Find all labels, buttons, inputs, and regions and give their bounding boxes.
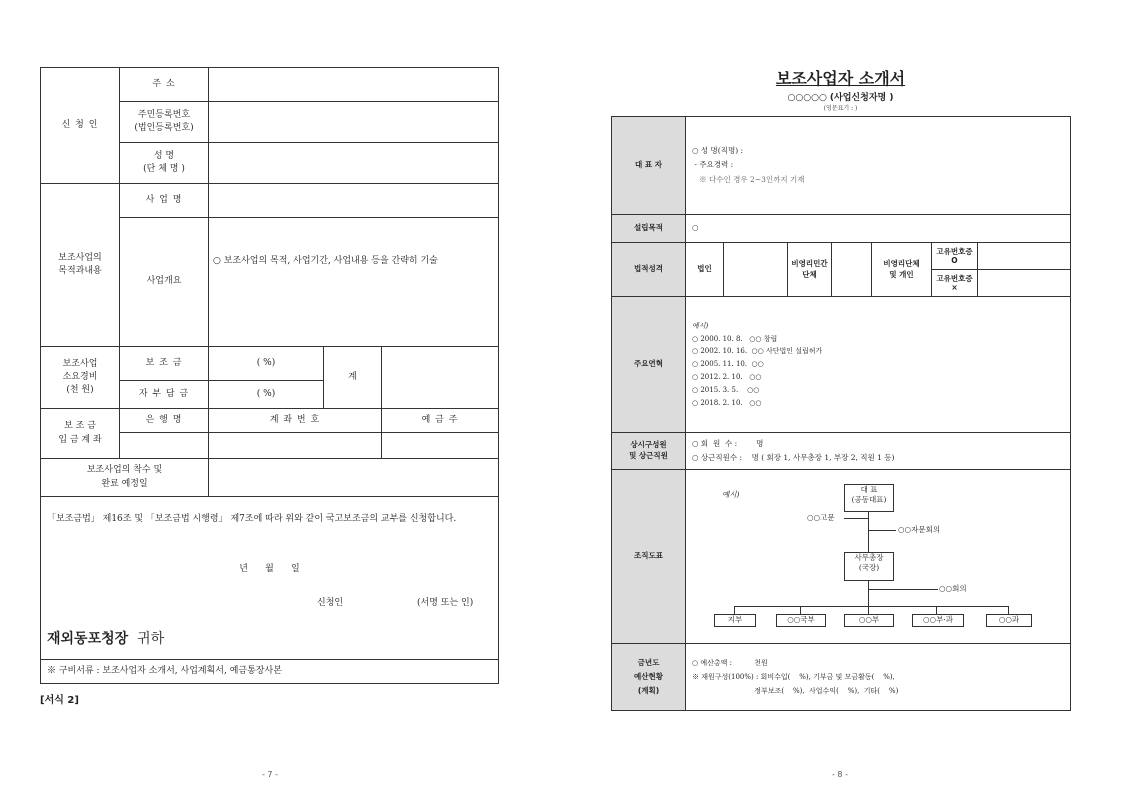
- history-item: ○ 2018. 2. 10. ○○: [692, 399, 762, 408]
- org-chart-area: [686, 469, 1071, 643]
- signature-note: (서명 또는 인): [417, 598, 474, 608]
- project-name-label: 사 업 명: [120, 184, 209, 218]
- project-summary-field[interactable]: ○ 보조사업의 목적, 사업기간, 사업내용 등을 간략히 기술: [209, 218, 499, 347]
- registration-number-label: 주민등록번호 (법인등록번호): [120, 102, 209, 143]
- org-connector: [1008, 606, 1009, 614]
- purpose-section-label: 보조사업의 목적과내용: [41, 184, 120, 347]
- org-connector: [936, 606, 937, 614]
- page-number-right: - 8 -: [832, 770, 848, 779]
- corporation-check[interactable]: [724, 243, 788, 297]
- history-item: ○ 2015. 3. 5. ○○: [692, 386, 760, 395]
- org-connector: [868, 511, 869, 552]
- unique-number-yes-check[interactable]: [978, 243, 1071, 270]
- org-connector: [800, 606, 801, 614]
- history-item: ○ 2012. 2. 10. ○○: [692, 373, 762, 382]
- subsidy-label: 보 조 금: [120, 347, 209, 381]
- unique-number-no-label: 고유번호증 ×: [932, 270, 978, 297]
- org-representative: 대 표 (공동대표): [844, 484, 894, 512]
- budget-field[interactable]: ○ 예산총액 : 천원 ※ 재원구성(100%) : 회비수입( %), 기부금 및 모금활동( %), 정부보조( %), 사업수익( %), 기타( %): [686, 643, 1071, 710]
- account-number-field[interactable]: [209, 433, 382, 459]
- org-connector: [734, 606, 735, 614]
- project-dates-label: 보조사업의 착수 및 완료 예정일: [41, 459, 209, 497]
- unique-number-no-check[interactable]: [978, 270, 1071, 297]
- self-funding-field[interactable]: ( %): [209, 381, 324, 409]
- account-number-label: 계 좌 번 호: [209, 409, 382, 433]
- self-funding-label: 자 부 담 금: [120, 381, 209, 409]
- representative-field[interactable]: ○ 성 명(직명) : - 주요경력 : ※ 다수인 경우 2~3인까지 기재: [686, 117, 1071, 215]
- org-connector: [868, 530, 896, 531]
- unique-number-yes-label: 고유번호증 O: [932, 243, 978, 270]
- address-label: 주 소: [120, 68, 209, 102]
- declaration-block: [41, 497, 499, 660]
- org-secretary-general: 사무총장 (국장): [844, 552, 894, 581]
- corporation-label: 법인: [686, 243, 724, 297]
- bank-name-label: 은 행 명: [120, 409, 209, 433]
- account-holder-field[interactable]: [382, 433, 499, 459]
- total-label: 계: [324, 347, 382, 409]
- org-unit: ○○국부: [776, 614, 826, 627]
- address-field[interactable]: [209, 68, 499, 102]
- org-example-label: 예시): [722, 489, 740, 499]
- subsidy-application-form: [40, 67, 499, 684]
- establishment-purpose-label: 설립목적: [612, 215, 686, 243]
- page-subtitle: ○○○○○ (사업신청자명 ): [787, 93, 894, 103]
- org-unit: ○○부·과: [912, 614, 964, 627]
- registration-number-field[interactable]: [209, 102, 499, 143]
- applicant-label: 신 청 인: [41, 68, 120, 184]
- total-field[interactable]: [382, 347, 499, 409]
- applicant-signature-label: 신청인: [317, 598, 344, 608]
- staff-field[interactable]: ○ 회 원 수 : 명 ○ 상근직원수 : 명 ( 회장 1, 사무총장 1, 부장 2, 직원 1 등): [686, 433, 1071, 469]
- staff-label: 상시구성원 및 상근직원: [612, 433, 686, 469]
- attachments-note: ※ 구비서류 : 보조사업자 소개서, 사업계획서, 예금통장사본: [41, 660, 499, 684]
- establishment-purpose-field[interactable]: ○: [686, 215, 1071, 243]
- representative-label: 대 표 자: [612, 117, 686, 215]
- org-chart-label: 조직도표: [612, 469, 686, 643]
- name-field[interactable]: [209, 143, 499, 184]
- history-item: ○ 2000. 10. 8. ○○ 창립: [692, 334, 778, 343]
- project-summary-label: 사업개요: [120, 218, 209, 347]
- history-item: ○ 2002. 10. 16. ○○ 사단법인 설립허가: [692, 347, 823, 356]
- org-connector: [844, 518, 868, 519]
- org-connector: [734, 606, 1008, 607]
- history-item: ○ 2005. 11. 10. ○○: [692, 360, 764, 369]
- org-connector: [868, 589, 938, 590]
- project-dates-field[interactable]: [209, 459, 499, 497]
- declaration-text: 「보조금법」 제16조 및 「보조금법 시행령」 제7조에 따라 위와 같이 국고보조금의 교부를 신청합니다.: [47, 514, 457, 524]
- org-connector: [868, 580, 869, 606]
- legal-status-label: 법적성격: [612, 243, 686, 297]
- org-unit: ○○과: [986, 614, 1032, 627]
- form-number: [서식 2]: [40, 695, 79, 706]
- english-name-note: (영문표기 : ): [823, 105, 858, 112]
- npo-individual-label: 비영리단체 및 개인: [872, 243, 932, 297]
- recipient: 재외동포청장 귀하: [47, 631, 165, 647]
- name-label: 성 명 (단 체 명 ): [120, 143, 209, 184]
- subsidy-amount-field[interactable]: ( %): [209, 347, 324, 381]
- history-field[interactable]: 예시) ○ 2000. 10. 8. ○○ 창립 ○ 2002. 10. 16. ○○ 사단법인 설립허가 ○ 2005. 11. 10. ○○ ○ 2012. 2. 10. ○○ ○ 2015. 3. 5. ○○ ○ 2018. 2. 10. ○○: [686, 297, 1071, 433]
- cost-section-label: 보조사업 소요경비 (천 원): [41, 347, 120, 409]
- npo-check[interactable]: [832, 243, 872, 297]
- org-meeting: ○○회의: [939, 583, 967, 593]
- bank-name-field[interactable]: [120, 433, 209, 459]
- history-label: 주요연혁: [612, 297, 686, 433]
- introduction-form: [611, 116, 1071, 711]
- org-connector: [868, 606, 869, 614]
- npo-label: 비영리민간 단체: [788, 243, 832, 297]
- account-holder-label: 예 금 주: [382, 409, 499, 433]
- org-unit: 지부: [714, 614, 756, 627]
- project-name-field[interactable]: [209, 184, 499, 218]
- org-committee: ○○자문회의: [898, 524, 941, 534]
- page-title: 보조사업자 소개서: [775, 69, 906, 88]
- application-date: 년 월 일: [239, 564, 300, 574]
- account-section-label: 보 조 금 입 금 계 좌: [41, 409, 120, 459]
- page-number-left: - 7 -: [262, 770, 278, 779]
- org-advisor: ○○고문: [807, 512, 835, 522]
- org-unit: ○○부: [844, 614, 894, 627]
- budget-label: 금년도 예산현황 (계획): [612, 643, 686, 710]
